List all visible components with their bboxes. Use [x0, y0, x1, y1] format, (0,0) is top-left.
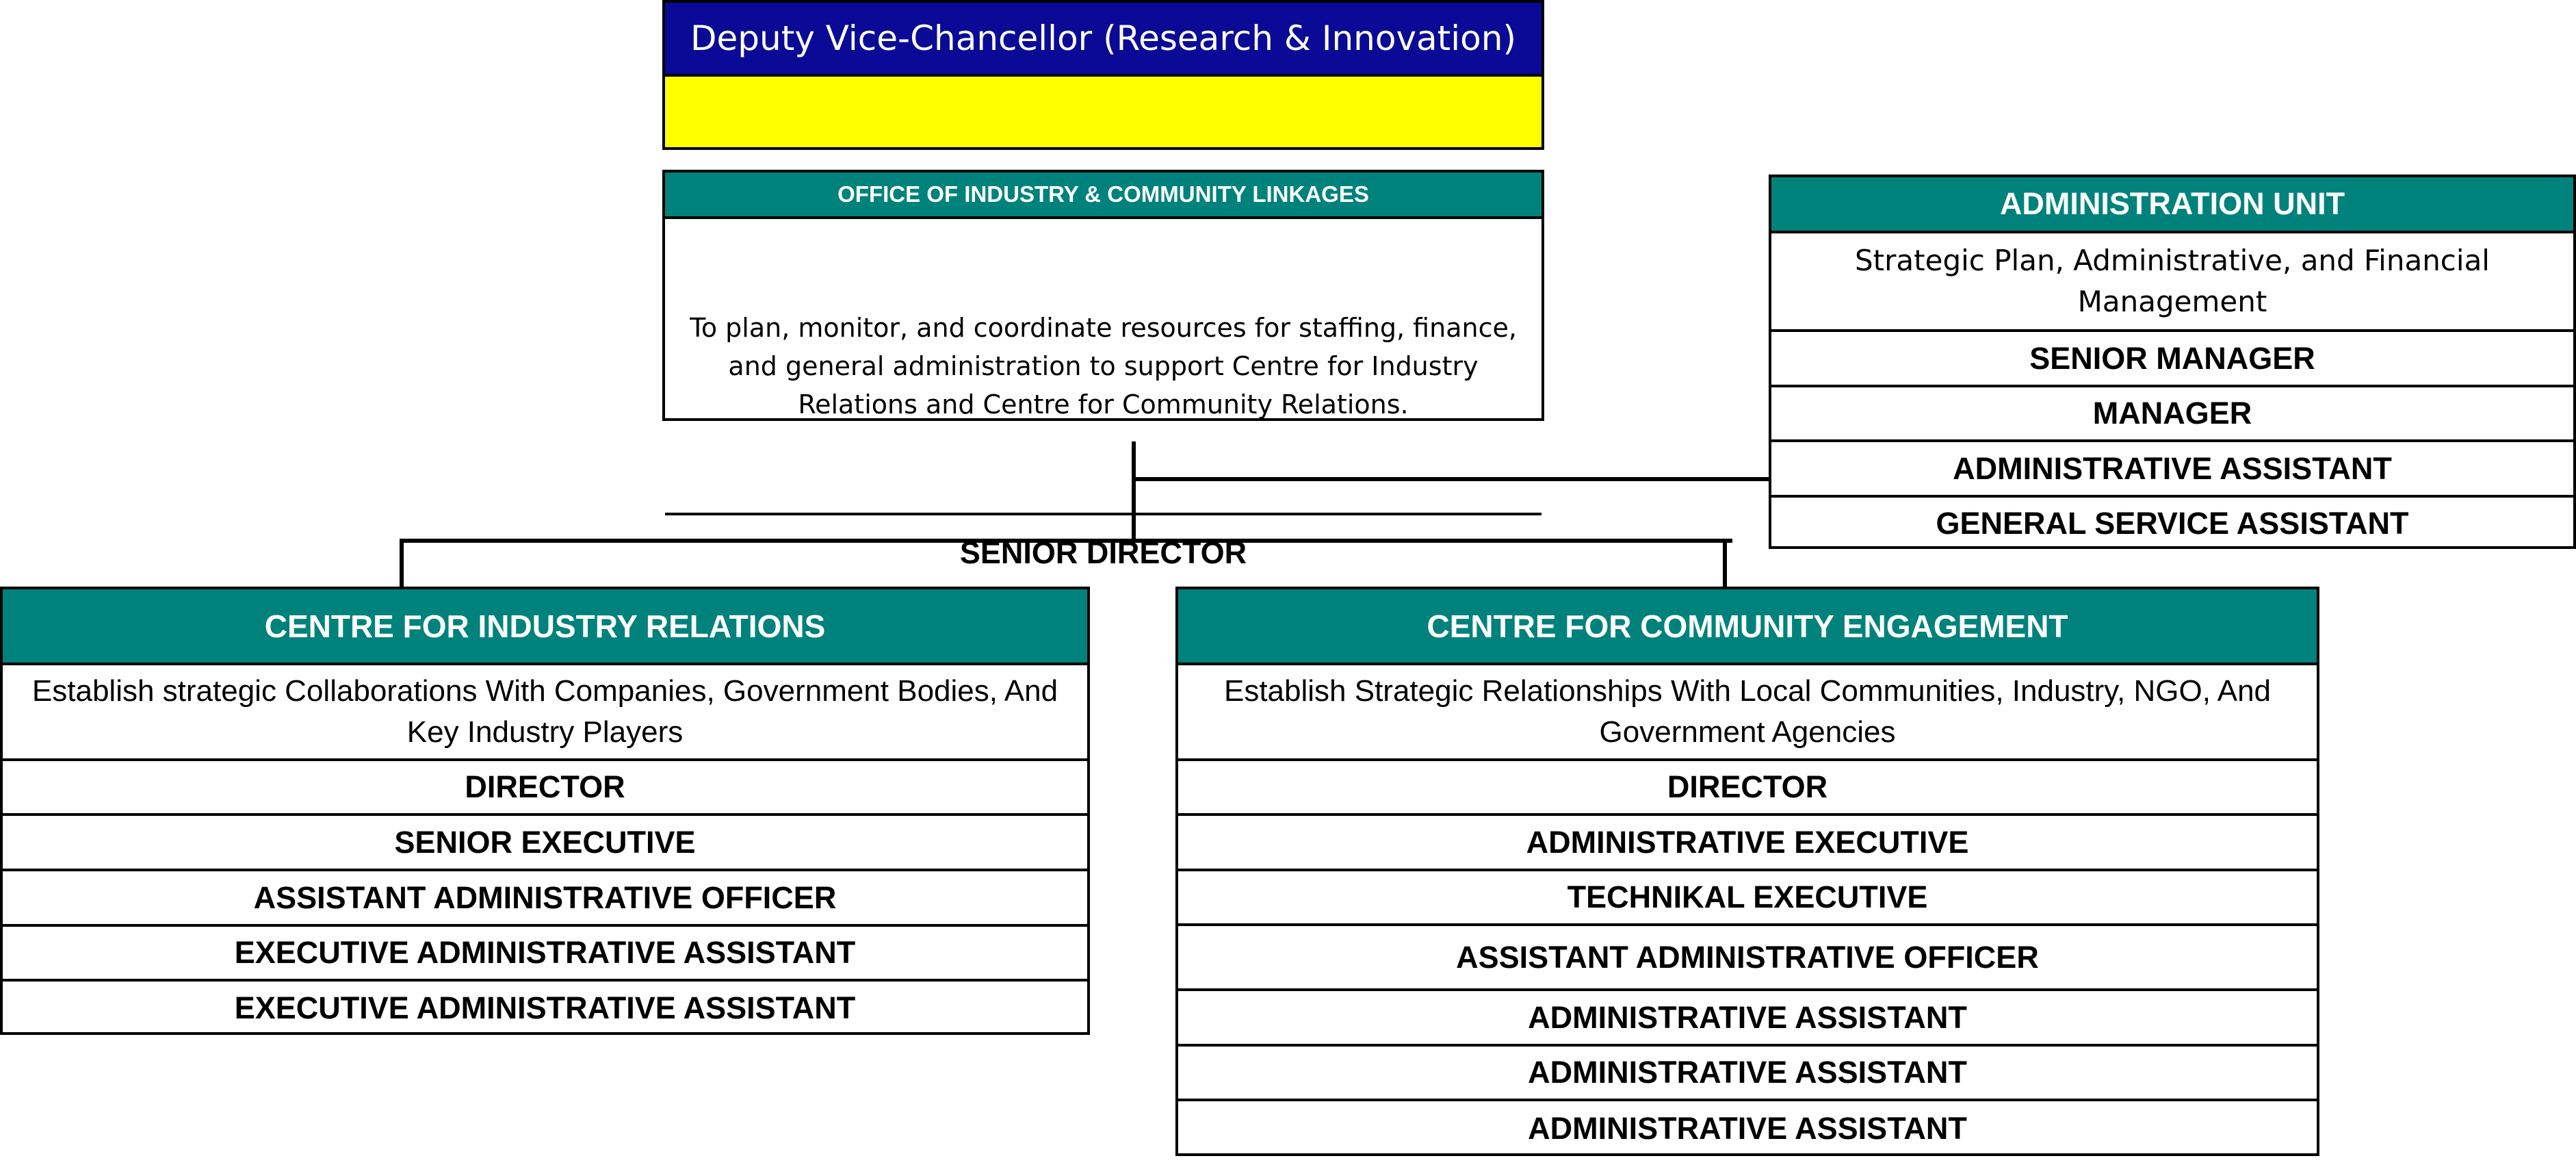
- dvc-box: [662, 0, 1544, 150]
- community-centre-role: ADMINISTRATIVE ASSISTANT: [1178, 991, 2317, 1047]
- office-description: To plan, monitor, and coordinate resources for staffing, finance, and general administration to support Centre for Industry Relations and Centre for Community Relations.: [665, 219, 1541, 515]
- industry-centre-role: ASSISTANT ADMINISTRATIVE OFFICER: [3, 871, 1087, 927]
- office-role: SENIOR DIRECTOR: [959, 535, 1247, 570]
- admin-unit-description: Strategic Plan, Administrative, and Financial Management: [1771, 233, 2573, 332]
- community-centre-box: [1175, 587, 2319, 1156]
- community-centre-title: CENTRE FOR COMMUNITY ENGAGEMENT: [1178, 589, 2317, 665]
- community-centre-role: TECHNIKAL EXECUTIVE: [1178, 871, 2317, 926]
- office-title: OFFICE OF INDUSTRY & COMMUNITY LINKAGES: [665, 172, 1541, 219]
- community-centre-role: ADMINISTRATIVE ASSISTANT: [1528, 1111, 1967, 1146]
- industry-centre-role: DIRECTOR: [3, 761, 1087, 816]
- community-centre-role: DIRECTOR: [1178, 761, 2317, 816]
- community-centre-role: ADMINISTRATIVE EXECUTIVE: [1178, 816, 2317, 871]
- industry-centre-role: SENIOR EXECUTIVE: [3, 816, 1087, 871]
- admin-unit-role: SENIOR MANAGER: [1771, 332, 2573, 387]
- community-centre-role: ADMINISTRATIVE ASSISTANT: [1178, 1047, 2317, 1101]
- dvc-title: Deputy Vice-Chancellor (Research & Innovation): [665, 3, 1541, 77]
- industry-centre-role: EXECUTIVE ADMINISTRATIVE ASSISTANT: [234, 990, 856, 1025]
- admin-unit-title: ADMINISTRATION UNIT: [1771, 177, 2573, 233]
- community-centre-role: ASSISTANT ADMINISTRATIVE OFFICER: [1178, 926, 2317, 991]
- industry-centre-box: [0, 587, 1090, 1035]
- admin-unit-role: ADMINISTRATIVE ASSISTANT: [1771, 442, 2573, 498]
- admin-unit-role: MANAGER: [1771, 387, 2573, 442]
- industry-centre-description: Establish strategic Collaborations With Companies, Government Bodies, And Key Industry Players: [3, 665, 1087, 761]
- admin-unit-role: GENERAL SERVICE ASSISTANT: [1936, 505, 2409, 541]
- community-centre-description: Establish Strategic Relationships With Local Communities, Industry, NGO, And Government Agencies: [1178, 665, 2317, 761]
- industry-centre-title: CENTRE FOR INDUSTRY RELATIONS: [3, 589, 1087, 665]
- office-box: [662, 170, 1544, 570]
- dvc-highlight-band: [665, 77, 1541, 147]
- industry-centre-role: EXECUTIVE ADMINISTRATIVE ASSISTANT: [3, 927, 1087, 982]
- connector-community-drop: [1723, 539, 1727, 589]
- admin-unit-box: [1769, 175, 2576, 549]
- connector-industry-drop: [400, 539, 404, 589]
